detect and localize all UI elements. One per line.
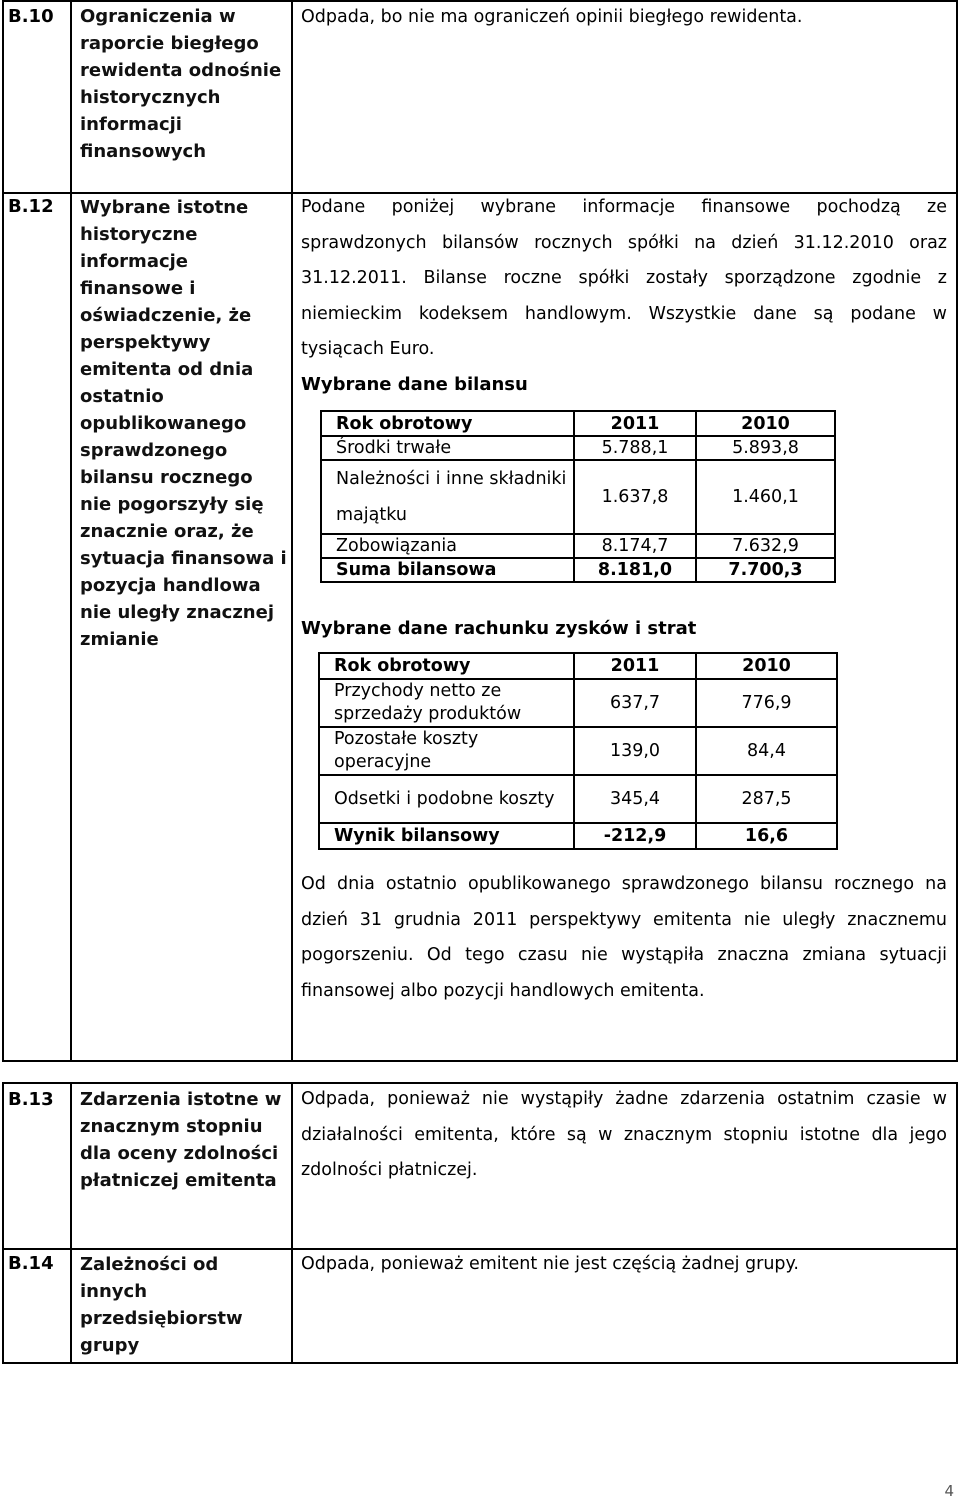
table-row (321, 558, 835, 582)
table-row (319, 823, 837, 849)
table-row (321, 460, 835, 534)
table-row (321, 436, 835, 460)
section-id-b12: B.12 (8, 196, 54, 217)
pl-title: Wybrane dane rachunku zysków i strat (301, 618, 697, 639)
balance-row-2010: 5.893,8 (696, 436, 835, 460)
table-row (319, 679, 837, 727)
pl-row-2010: 16,6 (696, 823, 837, 849)
page-number: 4 (944, 1482, 954, 1500)
balance-row-2010: 1.460,1 (696, 460, 835, 534)
pl-header-label: Rok obrotowy (319, 653, 574, 679)
pl-row-label: Odsetki i podobne koszty (319, 775, 574, 823)
balance-row-label: Środki trwałe (321, 436, 574, 460)
section-id-b14: B.14 (8, 1253, 54, 1274)
balance-row-label: Należności i inne składniki majątku (321, 460, 574, 534)
pl-header-2010: 2010 (696, 653, 837, 679)
pl-row-label: Przychody netto ze sprzedaży produktów (319, 679, 574, 727)
row-divider-b13 (2, 1248, 958, 1250)
section-heading-b14: Zależności od innych przedsiębiorstw grupy (80, 1254, 243, 1356)
section-text-b14: Odpada, ponieważ emitent nie jest częścią żadnej grupy. (301, 1254, 799, 1274)
balance-row-2011: 8.174,7 (574, 534, 696, 558)
balance-row-2011: 1.637,8 (574, 460, 696, 534)
section-intro-b12: Podane poniżej wybrane informacje finansowe pochodzą ze sprawdzonych bilansów rocznych spółki na dzień 31.12.2010 oraz 31.12.2011. Bilanse roczne spółki zostały sporządzone zgodnie z niemieckim kodeksem handlowym. Wszystkie dane są podane w tysiącach Euro. (301, 197, 947, 359)
table-border-top (2, 0, 958, 2)
balance-row-2011: 8.181,0 (574, 558, 696, 582)
table2-border-bottom (2, 1362, 958, 1364)
pl-row-2010: 84,4 (696, 727, 837, 775)
section-id-b10: B.10 (8, 6, 54, 27)
pl-row-label: Pozostałe koszty operacyjne (319, 727, 574, 775)
balance-table (320, 410, 836, 583)
pl-row-2011: 637,7 (574, 679, 696, 727)
balance-header-2010: 2010 (696, 411, 835, 436)
balance-row-label: Suma bilansowa (321, 558, 574, 582)
pl-row-2011: 139,0 (574, 727, 696, 775)
pl-table (318, 652, 838, 850)
balance-row-2010: 7.700,3 (696, 558, 835, 582)
section-outro-b12: Od dnia ostatnio opublikowanego sprawdzonego bilansu rocznego na dzień 31 grudnia 2011 perspektywy emitenta nie uległy znacznemu pogorszeniu. Od tego czasu nie wystąpiła znaczna zmiana sytuacji finansowej albo pozycji handlowych emitenta. (301, 874, 947, 1001)
section-id-b13: B.13 (8, 1089, 54, 1110)
balance-header-2011: 2011 (574, 411, 696, 436)
table-row (319, 775, 837, 823)
pl-row-2010: 776,9 (696, 679, 837, 727)
pl-row-label: Wynik bilansowy (319, 823, 574, 849)
balance-row-2010: 7.632,9 (696, 534, 835, 558)
table-border-right (956, 0, 958, 1062)
balance-header-label: Rok obrotowy (321, 411, 574, 436)
table-border-col1 (70, 0, 72, 1062)
table-border-bottom (2, 1060, 958, 1062)
balance-row-2011: 5.788,1 (574, 436, 696, 460)
section-text-b13: Odpada, ponieważ nie wystąpiły żadne zdarzenia ostatnim czasie w działalności emitenta, które są w znacznym stopniu istotne dla jego zdolności płatniczej. (301, 1089, 947, 1180)
table-row (319, 727, 837, 775)
balance-row-label: Zobowiązania (321, 534, 574, 558)
table2-border-col1 (70, 1082, 72, 1364)
pl-row-2010: 287,5 (696, 775, 837, 823)
section-heading-b10: Ograniczenia w raporcie biegłego rewidenta odnośnie historycznych informacji finansowych (80, 6, 282, 162)
table-border-col2 (291, 0, 293, 1062)
pl-header-row (319, 653, 837, 679)
table2-border-col2 (291, 1082, 293, 1364)
section-text-b10: Odpada, bo nie ma ograniczeń opinii biegłego rewidenta. (301, 7, 803, 27)
balance-title: Wybrane dane bilansu (301, 374, 528, 395)
table2-border-left (2, 1082, 4, 1364)
section-heading-b13: Zdarzenia istotne w znacznym stopniu dla oceny zdolności płatniczej emitenta (80, 1089, 282, 1191)
table-border-left (2, 0, 4, 1062)
table-row (321, 534, 835, 558)
table2-border-right (956, 1082, 958, 1364)
pl-header-2011: 2011 (574, 653, 696, 679)
pl-row-2011: 345,4 (574, 775, 696, 823)
section-heading-b12: Wybrane istotne historyczne informacje finansowe i oświadczenie, że perspektywy emitenta od dnia ostatnio opublikowanego sprawdzonego bilansu rocznego nie pogorszyły się znacznie oraz, że sytuacja finansowa i pozycja handlowa nie uległy znacznej zmianie (80, 197, 287, 650)
balance-header-row (321, 411, 835, 436)
pl-row-2011: -212,9 (574, 823, 696, 849)
